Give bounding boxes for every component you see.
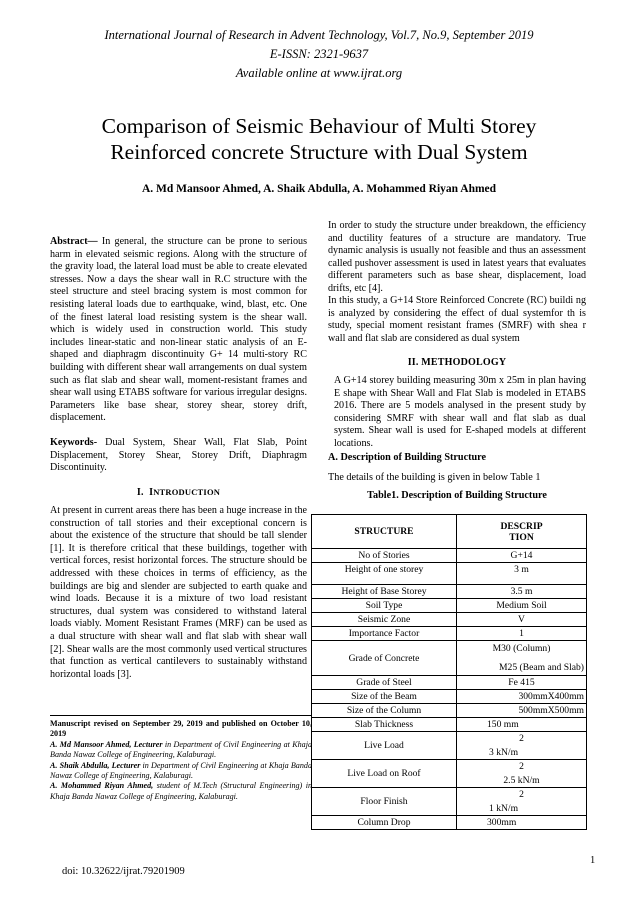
row-label: Floor Finish [312, 788, 457, 816]
journal-website: Available online at www.ijrat.org [235, 66, 403, 80]
table-row [312, 690, 587, 704]
subsection-heading: A. Description of Building Structure [328, 452, 487, 463]
row-value [457, 732, 587, 760]
keywords-label: Keywords- [50, 437, 98, 448]
keywords [50, 437, 307, 475]
row-value: Medium Soil [457, 599, 587, 613]
row-value [457, 641, 587, 676]
row-value: 300mm [457, 816, 587, 830]
author-1-affiliation: in Department of Civil Engineering at Khaja Banda Nawaz College of Engineering, Kalaburagi. [50, 739, 313, 760]
table-row [312, 676, 587, 690]
author-3-affiliation: student of M.Tech (Structural Engineering) in Khaja Banda Nawaz College of Engineering, Kalaburagi. [50, 781, 312, 801]
row-label: Importance Factor [312, 627, 457, 641]
paper-title [40, 113, 598, 165]
row-label: No of Stories [312, 549, 457, 563]
intro-heading-num: I. [136, 487, 144, 498]
author-2-affiliation: in Department of Civil Engineering at Khaja Banda Nawaz College of Engineering, Kalaburagi. [50, 760, 312, 781]
row-label: Size of the Beam [312, 690, 457, 704]
journal-issn: E-ISSN: 2321-9637 [269, 47, 369, 61]
header-description [457, 515, 587, 549]
intro-heading [50, 487, 307, 498]
row-label: Slab Thickness [312, 718, 457, 732]
unit-exponent: 2 [519, 761, 524, 772]
row-label: Grade of Steel [312, 676, 457, 690]
keywords-text: Dual System, Shear Wall, Flat Slab, Point Displacement, Storey Shear, Storey Drift, Diaphragm Discontinuity. [50, 437, 307, 474]
title-line-1: Comparison of Seismic Behaviour of Multi Storey [101, 114, 537, 138]
table-row [312, 641, 587, 676]
intro-heading-rest: NTRODUCTION [153, 487, 221, 497]
row-label: Height of Base Storey [312, 585, 457, 599]
header-description-line2: TION [509, 531, 534, 543]
table-caption: Table1. Description of Building Structure [367, 490, 547, 501]
row-label: Live Load on Roof [312, 760, 457, 788]
row-value: 300mmX400mm [457, 690, 587, 704]
footnote [50, 715, 312, 802]
roof-load-value: 2.5 kN/m [503, 775, 540, 786]
row-label: Live Load [312, 732, 457, 760]
study-paragraph: In this study, a G+14 Store Reinforced Concrete (RC) buildi ng is analyzed by considering the effect of dual systemfor th is study, special moment resistant frames (SMRF) with shea r wall and flat slab are considered as dual system [328, 295, 586, 344]
table-header-row [312, 515, 587, 549]
row-value: V [457, 613, 587, 627]
table-row [312, 549, 587, 563]
row-value: 500mmX500mm [457, 704, 587, 718]
intro-continued: In order to study the structure under breakdown, the efficiency and ductility features of a structure are mandatory. True dynamic analysis is usually not feasible and thus an assessment called pushover assessment is used in latest years that evaluates different parameters such as base shear, displacement, load drifts, etc [4]. [328, 220, 586, 294]
table-row [312, 732, 587, 760]
row-label: Column Drop [312, 816, 457, 830]
author-affiliation-2 [50, 761, 312, 782]
intro-text: At present in current areas there has been a huge increase in the construction of tall stories and their exceptional concern is about the existence of the structure that should be tall slender [1]. It is therefore critical that these buildings, together with vertical forces, resist horizontal forces. The structure should be addressed with these choices in terms of efficiency, as the buildings are big and slender are subjected to earth quake and wind loads. Because it is a mixture of two load resistant structures, dual system was considered to withstand lateral loads viably. Moment Resistant Frames (MRF) can be used as a dual structure with shear wall and flat slab with shear wall [2]. Shear walls are the most commonly used vertical structures that function as vertical cantilevers to sustainably withstand horizontal loads [3]. [50, 505, 307, 680]
subsection-text: The details of the building is given in below Table 1 [328, 472, 541, 483]
row-value: G+14 [457, 549, 587, 563]
table-row [312, 613, 587, 627]
abstract-text: In general, the structure can be prone to serious harm in elevated seismic regions. Along with the structure of the gravity load, the lateral load must be able to create elevated stresses. Now a days the shear wall in R.C structure with the steel structure and steel bracing system is most common for resisting lateral loads due to earthquake, wind, blast, etc. One of the finest lateral load resisting system is the shear wall. which is widely used in construction world. This study includes linear-static and non-linear static analysis of an E-shaped and diaphragm discontinuity G+ 14 multi-story RC building with different shear wall arrangements on dual system such as flat slab and shear wall, moment-resistant frames and shear wall using ETABS software for various irregular designs. Parameters like base shear, storey shear, storey drift, displacement. [50, 236, 307, 424]
table-row [312, 704, 587, 718]
intro-heading-first: I [149, 487, 154, 498]
author-2-name: A. Shaik Abdulla, Lecturer [50, 760, 141, 770]
author-list: A. Md Mansoor Ahmed, A. Shaik Abdulla, A. Mohammed Riyan Ahmed [141, 183, 497, 195]
row-label: Size of the Column [312, 704, 457, 718]
table-row [312, 599, 587, 613]
title-line-2: Reinforced concrete Structure with Dual System [110, 140, 528, 164]
row-value: 1 [457, 627, 587, 641]
building-description-table [311, 514, 587, 830]
unit-exponent: 2 [519, 789, 524, 800]
author-affiliation-1 [50, 740, 312, 761]
abstract [50, 236, 307, 425]
row-value [457, 760, 587, 788]
row-value: 3 m [457, 563, 587, 585]
journal-header-line1: International Journal of Research in Advent Technology, Vol.7, No.9, September 2019 [104, 28, 534, 42]
author-3-name: A. Mohammed Riyan Ahmed, [50, 781, 154, 791]
row-label: Height of one storey [312, 563, 457, 585]
methodology-heading: II. METHODOLOGY [407, 357, 507, 368]
row-label: Seismic Zone [312, 613, 457, 627]
author-affiliation-3 [50, 781, 312, 802]
row-value: Fe 415 [457, 676, 587, 690]
row-value [457, 788, 587, 816]
live-load-value: 3 kN/m [489, 747, 519, 758]
abstract-label: Abstract— [50, 236, 98, 247]
row-label: Soil Type [312, 599, 457, 613]
manuscript-note: Manuscript revised on September 29, 2019 and published on October 10, 2019 [50, 719, 312, 739]
table-row [312, 760, 587, 788]
concrete-beam-slab-grade: M25 (Beam and Slab) [499, 662, 584, 673]
header-description-line1: DESCRIP [500, 520, 543, 532]
concrete-column-grade: M30 (Column) [492, 643, 551, 654]
table-row [312, 585, 587, 599]
author-1-name: A. Md Mansoor Ahmed, Lecturer [50, 739, 163, 749]
row-value: 3.5 m [457, 585, 587, 599]
page-number: 1 [590, 855, 596, 866]
floor-finish-value: 1 kN/m [489, 803, 519, 814]
doi: doi: 10.32622/ijrat.79201909 [62, 866, 185, 877]
header-structure: STRUCTURE [312, 515, 457, 549]
table-row [312, 788, 587, 816]
methodology-text: A G+14 storey building measuring 30m x 25m in plan having E shape with Shear Wall and Flat Slab is modeled in ETABS 2016. There are 5 models analysed in the present study by considering SMRF with shear wall and flat slab as dual system. Shear wall is used for E-shaped models at different locations. [334, 375, 586, 449]
row-label: Grade of Concrete [312, 641, 457, 676]
unit-exponent: 2 [519, 733, 524, 744]
table-row [312, 627, 587, 641]
table-row [312, 563, 587, 585]
table-row [312, 718, 587, 732]
table-row [312, 816, 587, 830]
row-value: 150 mm [457, 718, 587, 732]
